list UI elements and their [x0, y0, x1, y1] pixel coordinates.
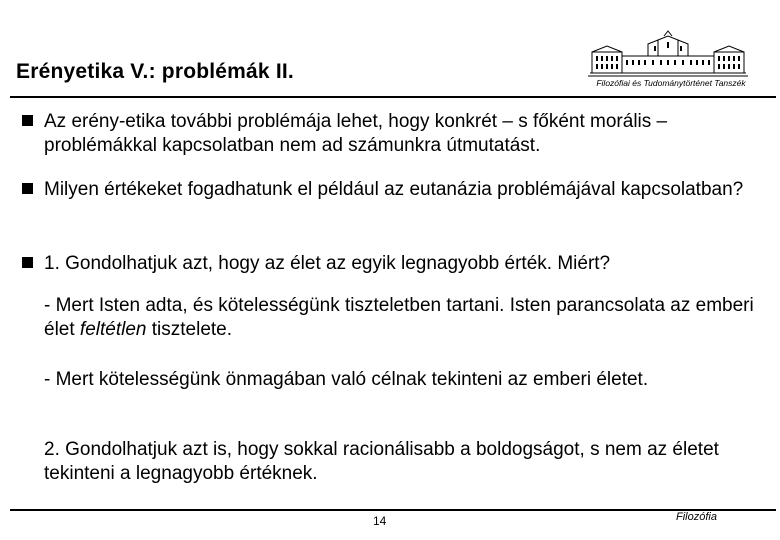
paragraph-text: - Mert Isten adta, és kötelességünk tiszteletben tartani. Isten parancsolata az emberi élet — [44, 295, 754, 340]
paragraph: 2. Gondolhatjuk azt is, hogy sokkal racionálisabb a boldogságot, s nem az életet tekinteni a legnagyobb értéknek. — [44, 439, 719, 484]
department-logo — [552, 30, 774, 96]
footer-label: Filozófia — [676, 511, 717, 523]
square-bullet-icon — [22, 183, 33, 194]
paragraph-text: tisztelete. — [146, 319, 233, 340]
title-divider — [10, 96, 776, 98]
bullet-text: 1. Gondolhatjuk azt, hogy az élet az egyik legnagyobb érték. Miért? — [44, 253, 611, 274]
bullet-text: Milyen értékeket fogadhatunk el például az eutanázia problémájával kapcsolatban? — [44, 179, 744, 200]
page-number: 14 — [373, 514, 387, 528]
paragraph — [44, 294, 774, 342]
paragraph: - Mert kötelességünk önmagában való célnak tekinteni az emberi életet. — [44, 369, 649, 390]
slide-title: Erényetika V.: problémák II. — [16, 60, 294, 83]
university-building-icon — [588, 30, 748, 84]
footer-divider — [10, 509, 776, 511]
square-bullet-icon — [22, 257, 33, 268]
logo-caption: Filozófiai és Tudománytörténet Tanszék — [596, 78, 746, 88]
emphasized-word: feltétlen — [79, 319, 147, 340]
bullet-text: Az erény-etika további problémája lehet, hogy konkrét – s főként morális – problémákkal kapcsolatban nem ad számunkra útmutatást. — [44, 111, 668, 156]
square-bullet-icon — [22, 115, 33, 126]
